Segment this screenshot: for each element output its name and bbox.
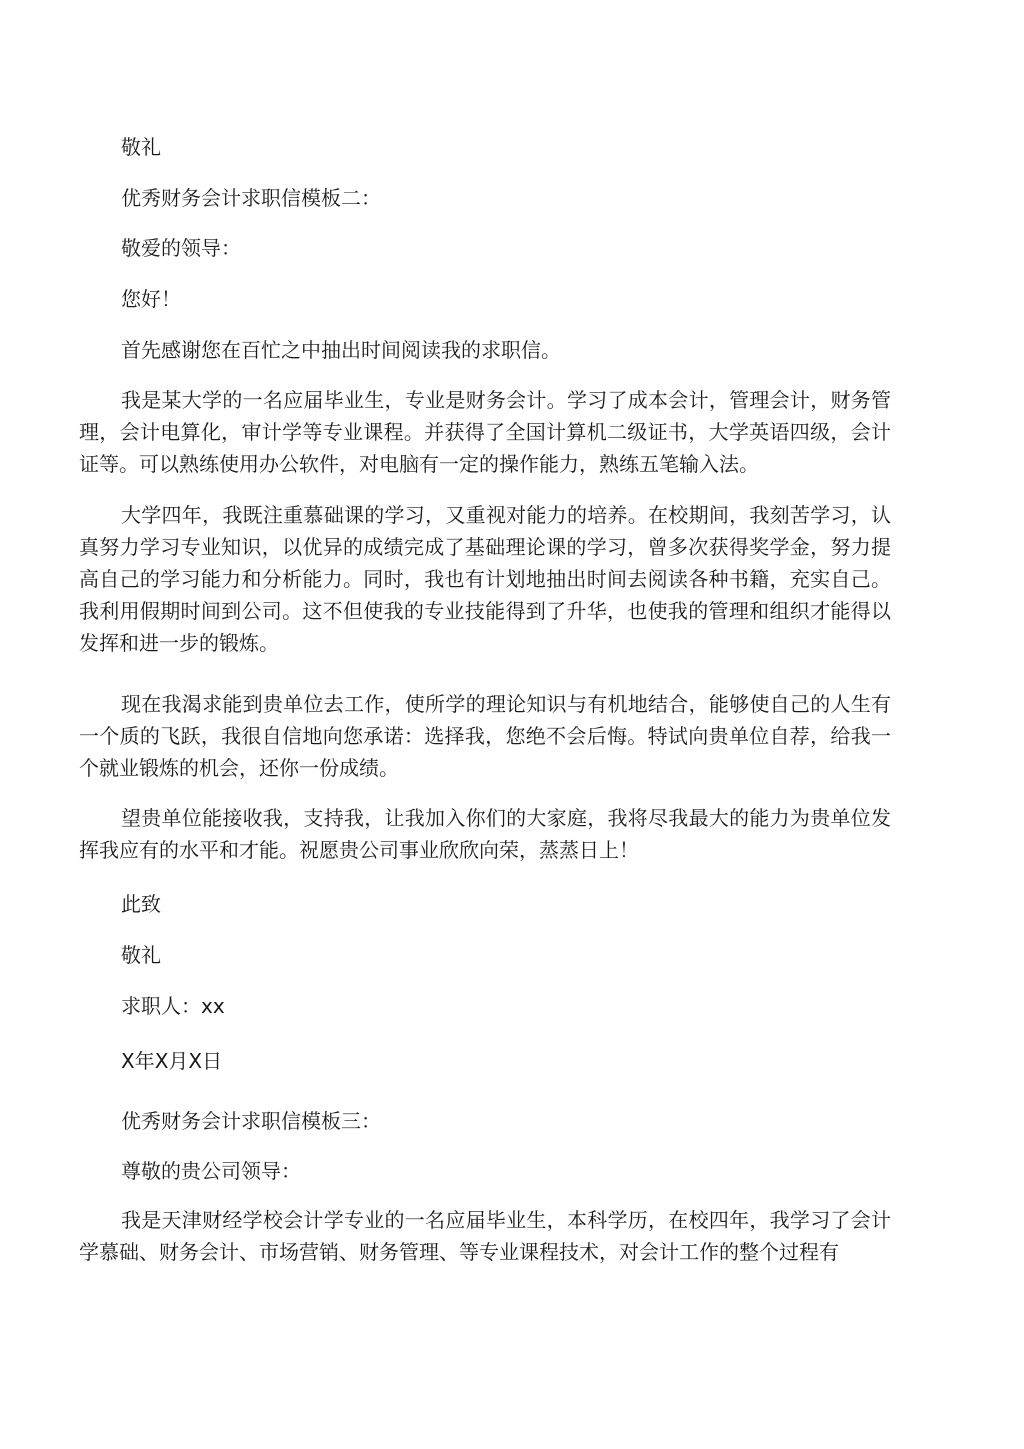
signature-name: xx	[201, 994, 225, 1018]
template2-salute: 敬礼	[121, 943, 161, 967]
template2-heading: 优秀财务会计求职信模板二：	[121, 186, 381, 210]
template2-paragraph-2: 大学四年，我既注重慕础课的学习，又重视对能力的培养。在校期间，我刻苦学习，认真努力学习专业知识，以优异的成绩完成了基础理论课的学习，曾多次获得奖学金，努力提高自己的学习能力和分析能力。同时，我也有计划地抽出时间去阅读各种书籍，充实自己。我利用假期时间到公司。这不但使我的专业技能得到了升华，也使我的管理和组织才能得以发挥和进一步的锻炼。	[79, 503, 891, 655]
template2-paragraph-3: 现在我渴求能到贵单位去工作，使所学的理论知识与有机地结合，能够使自己的人生有一个质的飞跃，我很自信地向您承诺：选择我，您绝不会后悔。特试向贵单位自荐，给我一个就业锻炼的机会，还你一份成绩。	[79, 692, 891, 780]
template2-hello: 您好！	[121, 287, 181, 311]
closing-salute-top: 敬礼	[121, 135, 161, 159]
template2-greeting: 敬爱的领导：	[121, 236, 241, 260]
template2-date: X年X月X日	[121, 1049, 223, 1073]
template3-greeting: 尊敬的贵公司领导：	[121, 1159, 301, 1183]
template3-paragraph: 我是天津财经学校会计学专业的一名应届毕业生，本科学历，在校四年，我学习了会计学慕础、财务会计、市场营销、财务管理、等专业课程技术，对会计工作的整个过程有	[79, 1208, 891, 1264]
template2-signature	[121, 991, 225, 1021]
template2-paragraph-1: 我是某大学的一名应届毕业生，专业是财务会计。学习了成本会计，管理会计，财务管理，会计电算化，审计学等专业课程。并获得了全国计算机二级证书，大学英语四级，会计证等。可以熟练使用办公软件，对电脑有一定的操作能力，熟练五笔输入法。	[79, 388, 891, 476]
template3-heading: 优秀财务会计求职信模板三：	[121, 1109, 381, 1133]
signature-label: 求职人：	[121, 994, 201, 1018]
template2-paragraph-4: 望贵单位能接收我，支持我，让我加入你们的大家庭，我将尽我最大的能力为贵单位发挥我应有的水平和才能。祝愿贵公司事业欣欣向荣，蒸蒸日上！	[79, 806, 891, 862]
template2-closing: 此致	[121, 892, 161, 916]
template2-thanks: 首先感谢您在百忙之中抽出时间阅读我的求职信。	[121, 338, 561, 362]
